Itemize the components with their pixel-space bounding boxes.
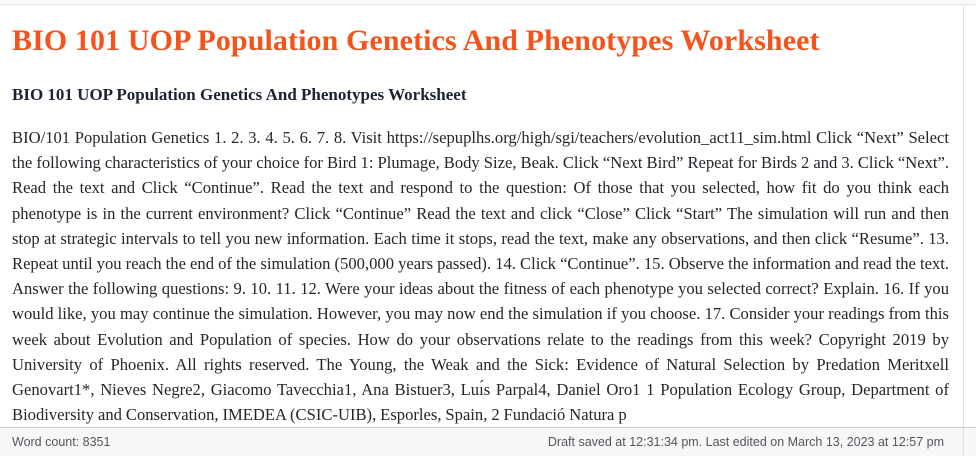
top-chrome-strip (0, 0, 976, 5)
page-title: BIO 101 UOP Population Genetics And Phenotypes Worksheet (12, 24, 820, 57)
draft-saved-status: Draft saved at 12:31:34 pm. Last edited on March 13, 2023 at 12:57 pm (547, 435, 944, 449)
status-bar-divider (963, 428, 964, 456)
document-body-paragraph[interactable]: BIO/101 Population Genetics 1. 2. 3. 4. 5. 6. 7. 8. Visit https://sepuplhs.org/high/sgi/teachers/evolution_act11_sim.html Click “Next” Select the following characteristics of your choice for Bird 1: Plumage, Body Size, Beak. Click “Next Bird” Repeat for Birds 2 and 3. Click “Next”. Read the text and Click “Continue”. Read the text and respond to the question: Of those that you selected, how fit do you think each phenotype is in the current environment? Click “Continue” Read the text and click “Close” Click “Start” The simulation will run and then stop at strategic intervals to tell you new information. Each time it stops, read the text, make any observations, and then click “Resume”. 13. Repeat until you reach the end of the simulation (500,000 years passed). 14. Click “Continue”. 15. Observe the information and read the text. Answer the following questions: 9. 10. 11. 12. Were your ideas about the fitness of each phenotype you selected correct? Explain. 16. If you would like, you may continue the simulation. However, you may now end the simulation if you choose. 17. Consider your readings from this week about Evolution and Population of species. How do your observations relate to the readings from this week? Copyright 2019 by University of Phoenix. All rights reserved. The Young, the Weak and the Sick: Evidence of Natural Selection by Predation Meritxell Genovart1*, Nieves Negre2, Giacomo Tavecchia1, Ana Bistuer3, Luı́s Parpal4, Daniel Oro1 1 Population Ecology Group, Department of Biodiversity and Conservation, IMEDEA (CSIC-UIB), Esporles, Spain, 2 Fundació Natura p (12, 128, 949, 425)
word-count-label: Word count: 8351 (12, 435, 111, 449)
editor-content[interactable] (0, 6, 963, 427)
status-bar (0, 427, 976, 456)
editor-canvas[interactable] (0, 6, 963, 427)
document-subtitle: BIO 101 UOP Population Genetics And Phenotypes Worksheet (12, 85, 467, 104)
editor-column-divider (963, 6, 964, 427)
